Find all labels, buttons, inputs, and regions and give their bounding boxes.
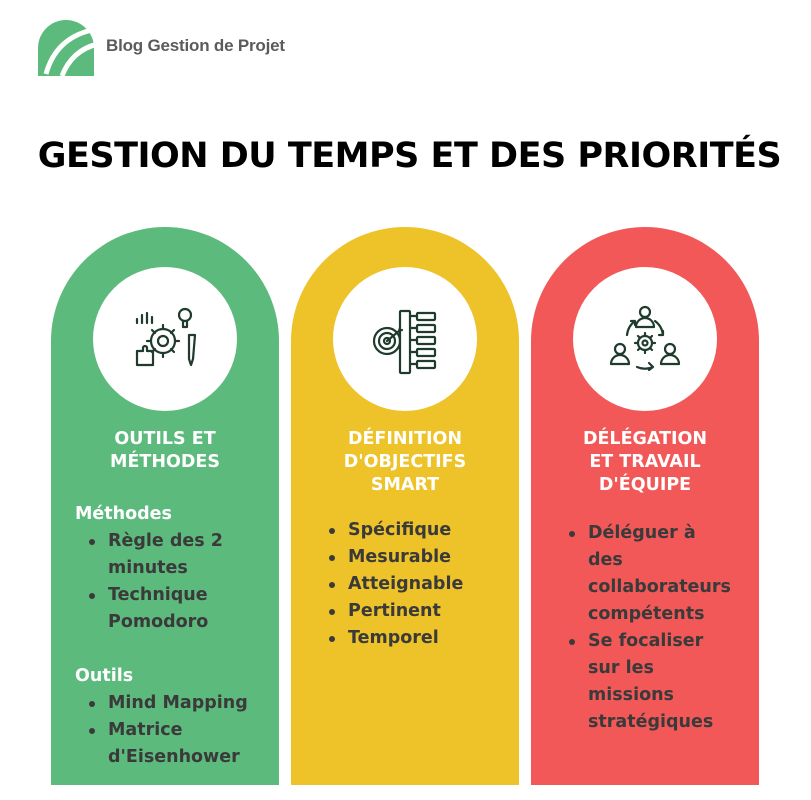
column-smart-objectives (291, 227, 519, 785)
brand-logo-icon (32, 14, 104, 78)
list-item: Déléguer à des collaborateurs compétents (531, 520, 759, 628)
list-item: Se focaliser sur les missions stratégiques (531, 628, 759, 736)
tools-list (51, 690, 279, 771)
column-title: OUTILS ET MÉTHODES (110, 429, 220, 472)
list-item: Règle des 2 minutes (51, 528, 279, 582)
icon-circle (573, 267, 717, 411)
section-label-methods: Méthodes (75, 504, 172, 524)
target-objectives-icon (367, 301, 443, 377)
list-item: Atteignable (291, 571, 519, 598)
column-body (291, 517, 519, 652)
methods-list (51, 528, 279, 636)
column-body (51, 501, 279, 771)
icon-circle (93, 267, 237, 411)
icon-circle (333, 267, 477, 411)
delegation-list (531, 520, 759, 736)
list-item: Spécifique (291, 517, 519, 544)
brand (32, 14, 285, 78)
team-delegation-icon (607, 301, 683, 377)
brand-name: Blog Gestion de Projet (106, 36, 285, 55)
section-label-tools: Outils (75, 666, 134, 686)
tools-methods-icon (127, 301, 203, 377)
list-item: Matrice d'Eisenhower (51, 717, 279, 771)
list-item: Mesurable (291, 544, 519, 571)
column-body (531, 520, 759, 736)
smart-list (291, 517, 519, 652)
column-tools-methods (51, 227, 279, 785)
list-item: Pertinent (291, 598, 519, 625)
list-item: Temporel (291, 625, 519, 652)
column-title: DÉLÉGATION ET TRAVAIL D'ÉQUIPE (582, 429, 708, 495)
list-item: Technique Pomodoro (51, 582, 279, 636)
column-title: DÉFINITION D'OBJECTIFS SMART (343, 429, 467, 495)
list-item: Mind Mapping (51, 690, 279, 717)
page-title: GESTION DU TEMPS ET DES PRIORITÉS (37, 136, 782, 176)
column-delegation-team (531, 227, 759, 785)
